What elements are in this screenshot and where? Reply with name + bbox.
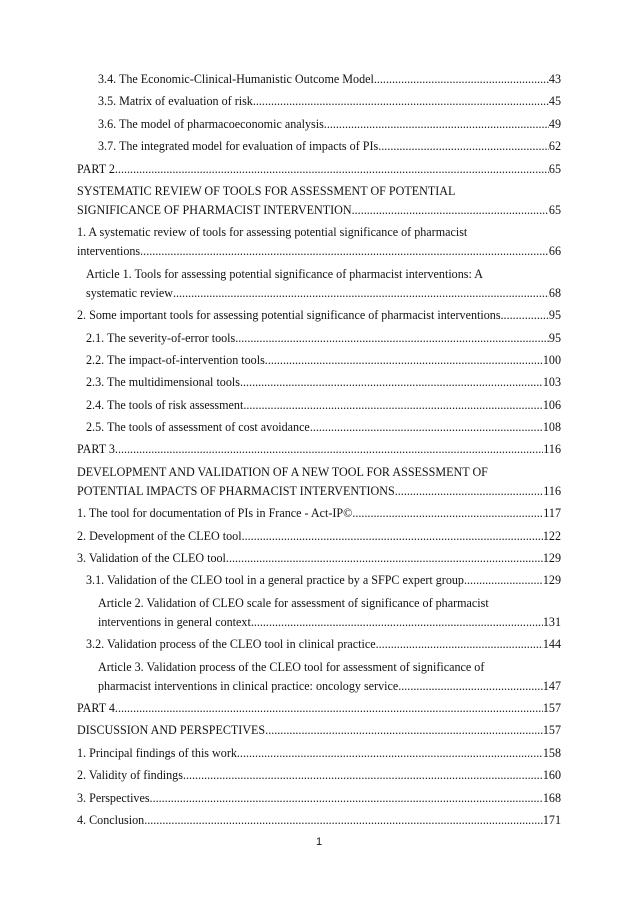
toc-entry-title-line2: POTENTIAL IMPACTS OF PHARMACIST INTERVENTIONS bbox=[77, 483, 395, 498]
toc-entry[interactable] bbox=[77, 396, 561, 415]
toc-leader-dots bbox=[376, 635, 543, 654]
toc-entry-page: 122 bbox=[542, 528, 561, 543]
toc-entry-page: 43 bbox=[548, 72, 561, 86]
toc-entry[interactable] bbox=[77, 329, 561, 348]
toc-entry[interactable] bbox=[77, 440, 561, 459]
toc-entry-page: 116 bbox=[543, 483, 561, 498]
toc-entry-page: 62 bbox=[548, 139, 561, 154]
page-number: 1 bbox=[315, 836, 323, 848]
toc-entry-page: 49 bbox=[548, 116, 561, 131]
toc-entry-page: 157 bbox=[542, 723, 561, 738]
toc-entry-title: PART 4. bbox=[77, 700, 118, 715]
toc-leader-dots bbox=[183, 766, 543, 785]
toc-entry[interactable] bbox=[77, 504, 561, 523]
toc-leader-dots bbox=[243, 396, 543, 415]
toc-entry-page: 144 bbox=[542, 637, 561, 652]
toc-entry-page: 95 bbox=[548, 308, 561, 323]
toc-entry-page: 45 bbox=[548, 94, 561, 109]
toc-entry-page: 129 bbox=[542, 573, 561, 588]
toc-entry-title-line1: Article 1. Tools for assessing potential significance of pharmacist interventions: A bbox=[86, 266, 483, 281]
toc-entry-page: 65 bbox=[548, 161, 561, 176]
toc-entry-title: 3.2. Validation process of the CLEO tool in clinical practice bbox=[86, 637, 376, 652]
toc-leader-dots bbox=[378, 137, 549, 156]
toc-entry[interactable] bbox=[77, 137, 561, 156]
toc-entry-title: 1. The tool for documentation of PIs in France - Act-IP© bbox=[77, 506, 353, 521]
toc-entry-title: 2.5. The tools of assessment of cost avoidance bbox=[86, 420, 310, 435]
toc-entry-title: 2.3. The multidimensional tools bbox=[86, 375, 240, 390]
toc-entry[interactable] bbox=[77, 351, 561, 370]
toc-entry-page: 66 bbox=[548, 244, 561, 259]
toc-entry-title-line1: Article 2. Validation of CLEO scale for assessment of significance of pharmacist bbox=[98, 595, 489, 610]
toc-entry-page: 103 bbox=[542, 375, 561, 390]
toc-leader-dots bbox=[118, 699, 543, 718]
toc-entry-page: 100 bbox=[542, 352, 561, 367]
toc-leader-dots bbox=[324, 115, 549, 134]
toc-entry-title: 2.2. The impact-of-intervention tools bbox=[86, 352, 265, 367]
toc-leader-dots bbox=[240, 373, 543, 392]
toc-entry[interactable] bbox=[77, 789, 561, 808]
toc-leader-dots bbox=[501, 306, 549, 325]
toc-entry-title: 3.5. Matrix of evaluation of risk bbox=[98, 94, 253, 109]
toc-entry[interactable] bbox=[77, 418, 561, 437]
toc-entry[interactable] bbox=[77, 115, 561, 134]
toc-entry[interactable] bbox=[77, 306, 561, 325]
toc-entry-title: 2. Some important tools for assessing potential significance of pharmacist interventions bbox=[77, 308, 501, 323]
toc-entry-title: 3.7. The integrated model for evaluation of impacts of PIs bbox=[98, 139, 379, 154]
toc-entry-page: 68 bbox=[548, 285, 561, 300]
toc-entry-page: 157 bbox=[542, 700, 561, 715]
toc-leader-dots bbox=[398, 677, 543, 696]
toc-entry-page: 65 bbox=[548, 202, 561, 217]
toc-entry-title-line2: SIGNIFICANCE OF PHARMACIST INTERVENTION bbox=[77, 202, 352, 217]
toc-leader-dots bbox=[310, 418, 543, 437]
toc-entry-title: 2. Development of the CLEO tool bbox=[77, 528, 242, 543]
toc-entry-title-line2: interventions bbox=[77, 244, 141, 259]
toc-entry-title-line2: interventions in general context bbox=[98, 614, 251, 629]
toc-entry-page: 129 bbox=[542, 551, 561, 566]
toc-entry-title-line1: Article 3. Validation process of the CLEO tool for assessment of significance of bbox=[98, 659, 485, 674]
toc-leader-dots bbox=[395, 482, 544, 501]
toc-entry-title: PART 3. bbox=[77, 442, 118, 457]
toc-leader-dots bbox=[144, 811, 543, 830]
toc-entry-page: 131 bbox=[542, 614, 561, 629]
toc-leader-dots bbox=[251, 613, 543, 632]
toc-entry-page: 158 bbox=[542, 745, 561, 760]
toc-leader-dots bbox=[352, 504, 543, 523]
toc-entry-title: 3. Validation of the CLEO tool bbox=[77, 551, 226, 566]
toc-entry-title: 4. Conclusion bbox=[77, 812, 145, 827]
toc-entry[interactable] bbox=[77, 658, 561, 696]
toc-leader-dots bbox=[140, 242, 549, 261]
toc-leader-dots bbox=[352, 201, 549, 220]
toc-leader-dots bbox=[374, 70, 549, 89]
toc-entry-title-line2: systematic review bbox=[86, 285, 173, 300]
table-of-contents bbox=[77, 70, 561, 833]
toc-entry[interactable] bbox=[77, 549, 561, 568]
toc-entry-title: 2.4. The tools of risk assessment bbox=[86, 397, 244, 412]
toc-leader-dots bbox=[464, 571, 543, 590]
toc-entry-title-line1: 1. A systematic review of tools for assessing potential significance of pharmacist bbox=[77, 225, 468, 240]
toc-leader-dots bbox=[265, 721, 543, 740]
toc-leader-dots bbox=[226, 549, 543, 568]
toc-leader-dots bbox=[253, 92, 549, 111]
toc-entry-title: PART 2. bbox=[77, 161, 118, 176]
toc-entry-title: 1. Principal findings of this work bbox=[77, 745, 237, 760]
toc-entry[interactable] bbox=[77, 811, 561, 830]
toc-entry-page: 95 bbox=[548, 330, 561, 345]
toc-leader-dots bbox=[173, 284, 549, 303]
toc-entry-title-line2: pharmacist interventions in clinical practice: oncology service bbox=[98, 678, 399, 693]
toc-entry[interactable] bbox=[77, 527, 561, 546]
toc-entry[interactable] bbox=[77, 182, 561, 220]
toc-entry-title: DISCUSSION AND PERSPECTIVES bbox=[77, 723, 266, 738]
toc-entry[interactable] bbox=[77, 699, 561, 718]
toc-entry-page: 147 bbox=[542, 678, 561, 693]
toc-entry-title: 2.1. The severity-of-error tools bbox=[86, 330, 236, 345]
toc-entry[interactable] bbox=[77, 92, 561, 111]
toc-entry[interactable] bbox=[77, 744, 561, 763]
toc-entry-page: 168 bbox=[542, 790, 561, 805]
toc-entry[interactable] bbox=[77, 160, 561, 179]
toc-entry-title-line1: DEVELOPMENT AND VALIDATION OF A NEW TOOL FOR ASSESSMENT OF bbox=[77, 464, 488, 479]
toc-entry-title: 3.4. The Economic-Clinical-Humanistic Outcome Model bbox=[98, 72, 374, 86]
toc-entry[interactable] bbox=[77, 594, 561, 632]
toc-entry-page: 117 bbox=[543, 506, 561, 521]
toc-entry-page: 171 bbox=[542, 812, 561, 827]
toc-entry[interactable] bbox=[77, 265, 561, 303]
toc-leader-dots bbox=[242, 527, 543, 546]
toc-entry-title-line1: SYSTEMATIC REVIEW OF TOOLS FOR ASSESSMENT OF POTENTIAL bbox=[77, 183, 456, 198]
toc-entry-page: 106 bbox=[542, 397, 561, 412]
toc-entry-title: 2. Validity of findings bbox=[77, 768, 183, 783]
toc-leader-dots bbox=[118, 160, 549, 179]
toc-entry[interactable] bbox=[77, 635, 561, 654]
toc-leader-dots bbox=[237, 744, 543, 763]
toc-entry-page: 108 bbox=[542, 420, 561, 435]
toc-entry[interactable] bbox=[77, 721, 561, 740]
toc-entry-page: 116 bbox=[543, 442, 561, 457]
toc-entry[interactable] bbox=[77, 571, 561, 590]
toc-entry[interactable] bbox=[77, 463, 561, 501]
toc-entry[interactable] bbox=[77, 373, 561, 392]
toc-entry[interactable] bbox=[77, 223, 561, 261]
toc-entry-title: 3.1. Validation of the CLEO tool in a general practice by a SFPC expert group bbox=[86, 573, 464, 588]
toc-entry-title: 3. Perspectives bbox=[77, 790, 150, 805]
toc-entry-page: 160 bbox=[542, 768, 561, 783]
toc-leader-dots bbox=[118, 440, 543, 459]
toc-entry-title: 3.6. The model of pharmacoeconomic analysis bbox=[98, 116, 324, 131]
toc-leader-dots bbox=[235, 329, 549, 348]
toc-entry[interactable] bbox=[77, 766, 561, 785]
toc-leader-dots bbox=[265, 351, 543, 370]
toc-entry[interactable] bbox=[77, 70, 561, 89]
toc-leader-dots bbox=[150, 789, 543, 808]
